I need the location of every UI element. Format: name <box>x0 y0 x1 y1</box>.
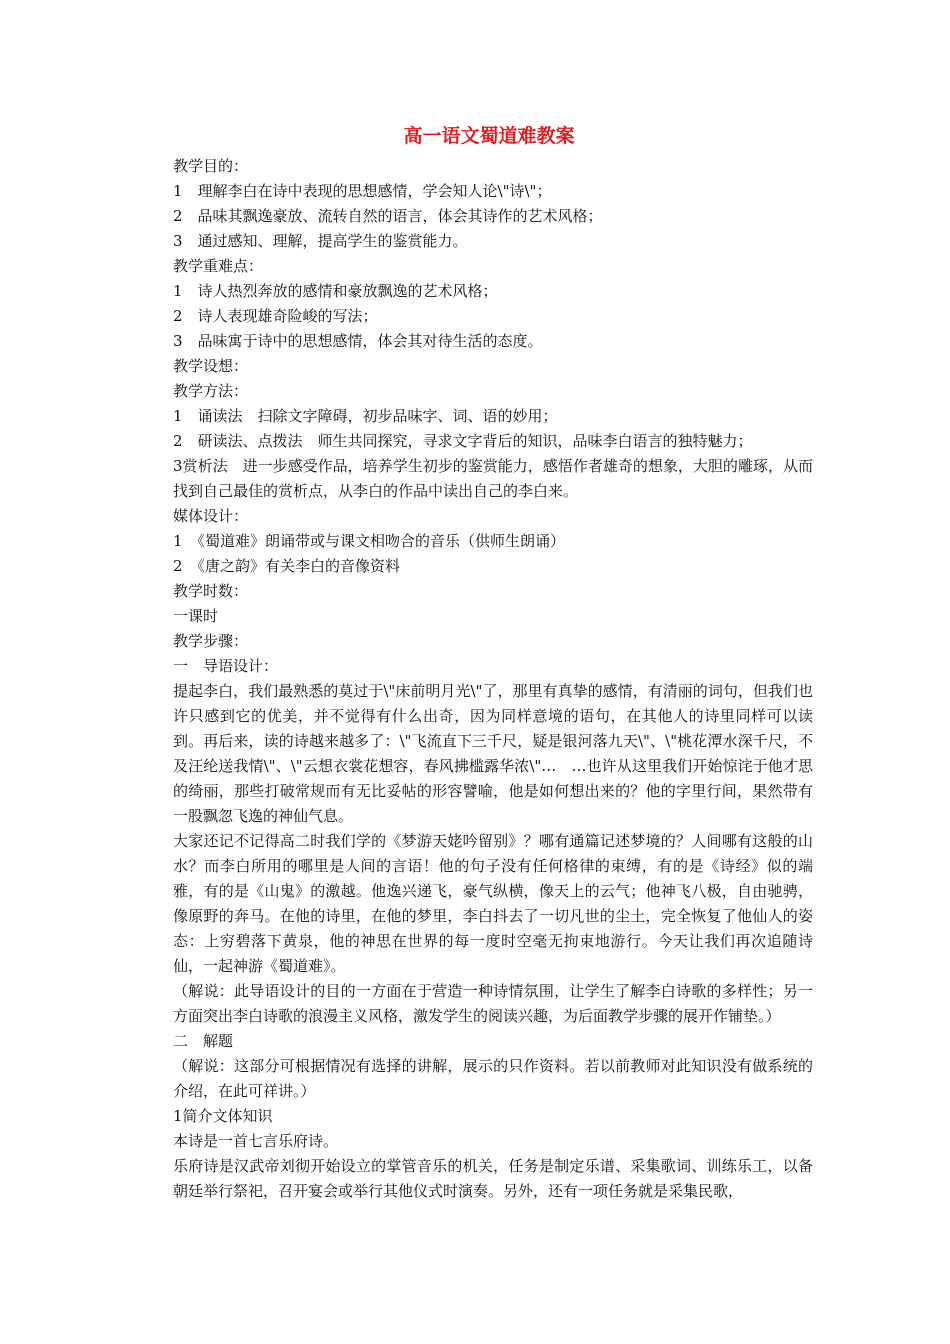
step-2-note: （解说：这部分可根据情况有选择的讲解，展示的只作资料。若以前教师对此知识没有做系统的介绍，在此可祥讲。） <box>173 1057 813 1100</box>
intro-note: （解说：此导语设计的目的一方面在于营造一种诗情氛围，让学生了解李白诗歌的多样性；另一方面突出李白诗歌的浪漫主义风格，激发学生的阅读兴趣，为后面教学步骤的展开作铺垫。） <box>173 982 813 1025</box>
key-point-3: 3 品味寓于诗中的思想感情，体会其对待生活的态度。 <box>173 332 543 350</box>
step-1-heading: 一 导语设计： <box>173 657 279 675</box>
key-point-1: 1 诗人热烈奔放的感情和豪放飘逸的艺术风格； <box>173 282 498 300</box>
media-1: 1 《蜀道难》朗诵带或与课文相吻合的音乐（供师生朗诵） <box>173 532 566 550</box>
document-title: 高一语文蜀道难教案 <box>403 125 575 147</box>
heading-media: 媒体设计： <box>173 507 249 525</box>
step-2-heading: 二 解题 <box>173 1032 234 1050</box>
intro-paragraph-2: 大家还记不记得高二时我们学的《梦游天姥吟留别》？哪有通篇记述梦境的？人间哪有这般的山水？而李白所用的哪里是人间的言语！他的句子没有任何格律的束缚，有的是《诗经》似的端雅，有的是《山鬼》的激越。他逸兴递飞，豪气纵横，像天上的云气；他神飞八极，自由驰骋，像原野的奔马。在他的诗里，在他的梦里，李白抖去了一切凡世的尘土，完全恢复了他仙人的姿态：上穷碧落下黄泉，他的神思在世界的每一度时空毫无拘束地游行。今天让我们再次追随诗仙，一起神游《蜀道难》。 <box>173 832 813 975</box>
heading-design: 教学设想： <box>173 357 249 375</box>
hours-value: 一课时 <box>173 607 219 625</box>
method-2: 2 研读法、点拨法 师生共同探究，寻求文字背后的知识，品味李白语言的独特魅力； <box>173 432 753 450</box>
heading-key-points: 教学重难点： <box>173 257 264 275</box>
method-1: 1 诵读法 扫除文字障碍，初步品味字、词、语的妙用； <box>173 407 558 425</box>
heading-steps: 教学步骤： <box>173 632 249 650</box>
media-2: 2 《唐之韵》有关李白的音像资料 <box>173 557 401 575</box>
heading-hours: 教学时数： <box>173 582 249 600</box>
intro-paragraph-1: 提起李白，我们最熟悉的莫过于\"床前明月光\"了，那里有真挚的感情，有清丽的词句，但我们也许只感到它的优美，并不觉得有什么出奇，因为同样意境的语句，在其他人的诗里同样可以读到。再后来，读的诗越来越多了：\"飞流直下三千尺，疑是银河落九天\"、\"桃花潭水深千尺，不及汪纶送我情\"、\"云想衣裳花想容，春风拂槛露华浓\"… …也许从这里我们开始惊诧于他才思的绮丽，那些打破常规而有无比妥帖的形容譬喻，他是如何想出来的？他的字里行间，果然带有一股飘忽飞逸的神仙气息。 <box>173 682 813 825</box>
genre-subheading: 1简介文体知识 <box>173 1107 273 1125</box>
yuefu-paragraph: 乐府诗是汉武帝刘彻开始设立的掌管音乐的机关，任务是制定乐谱、采集歌词、训练乐工，以备朝廷举行祭祀，召开宴会或举行其他仪式时演奏。另外，还有一项任务就是采集民歌， <box>173 1157 813 1200</box>
heading-methods: 教学方法： <box>173 382 249 400</box>
objective-3: 3 通过感知、理解，提高学生的鉴赏能力。 <box>173 232 468 250</box>
objective-1: 1 理解李白在诗中表现的思想感情，学会知人论\"诗\"； <box>173 182 552 200</box>
document-page <box>173 118 813 1204</box>
key-point-2: 2 诗人表现雄奇险峻的写法； <box>173 307 378 325</box>
poem-type-line: 本诗是一首七言乐府诗。 <box>173 1132 339 1150</box>
objective-2: 2 品味其飘逸豪放、流转自然的语言，体会其诗作的艺术风格； <box>173 207 603 225</box>
method-3: 3赏析法 进一步感受作品，培养学生初步的鉴赏能力，感悟作者雄奇的想象，大胆的雕琢，从而找到自己最佳的赏析点，从李白的作品中读出自己的李白来。 <box>173 457 813 500</box>
heading-objectives: 教学目的： <box>173 157 249 175</box>
